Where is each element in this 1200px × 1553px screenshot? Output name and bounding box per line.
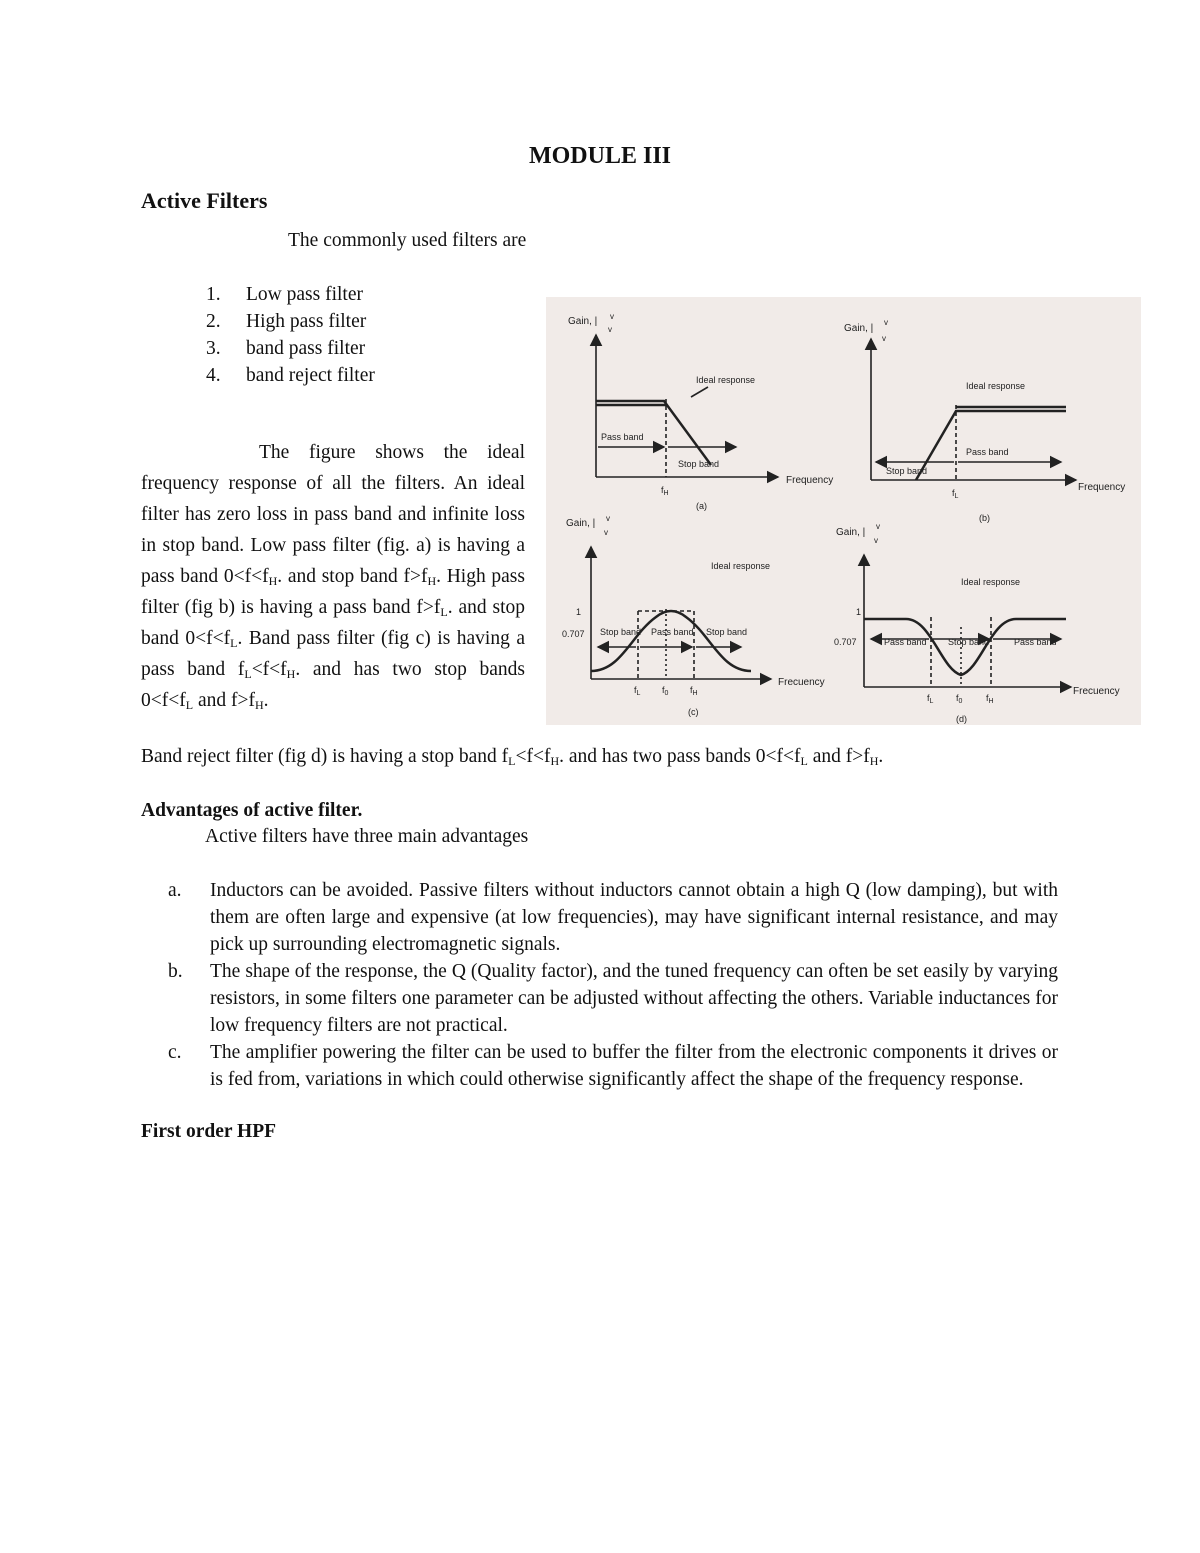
list-item: 4. band reject filter (206, 365, 375, 386)
pass-band-d2: Pass band (1014, 637, 1057, 647)
fh-label-a: $f_H$ (661, 485, 669, 497)
ideal-response-a: Ideal response (696, 375, 756, 385)
fo-label-d: $f_0$ (956, 693, 963, 705)
fl-label-d: $f_L$ (927, 693, 934, 705)
fl-label-c: $f_L$ (634, 685, 641, 697)
fl-label-b: $f_L$ (952, 488, 959, 500)
caption-a: (a) (696, 501, 707, 511)
advantages-list (168, 877, 1058, 1093)
band-reject-paragraph: Band reject filter (fig d) is having a stop band $f_L<f<f_H$. and has two pass bands $0<f<f_L$ and $f>f_H$. (141, 746, 884, 768)
gain-label-c: Gain, | (566, 518, 596, 529)
fh-label-d: $f_H$ (986, 693, 994, 705)
first-order-hpf-heading: First order HPF (141, 1121, 277, 1142)
v0707-label-d: 0.707 (834, 637, 857, 647)
fo-label-c: $f_0$ (662, 685, 669, 697)
caption-c: (c) (688, 707, 699, 717)
list-item: 2. High pass filter (206, 311, 367, 332)
filter-response-figure (546, 297, 1141, 725)
filter-response-diagram (546, 297, 1141, 725)
ideal-response-b: Ideal response (966, 381, 1026, 391)
caption-d: (d) (956, 714, 967, 724)
pass-band-d1: Pass band (884, 637, 927, 647)
svg-text:v: v (884, 318, 888, 327)
gain-label-a: Gain, | (568, 316, 598, 327)
list-item: 3. band pass filter (206, 338, 366, 359)
pass-band-b: Pass band (966, 447, 1009, 457)
filter-list (206, 281, 375, 389)
svg-text:v: v (606, 514, 610, 523)
section-title: Active Filters (141, 188, 268, 213)
pass-band-a: Pass band (601, 432, 644, 442)
svg-text:v: v (610, 312, 614, 321)
one-label-d: 1 (856, 607, 862, 617)
svg-text:v: v (874, 536, 878, 545)
caption-b: (b) (979, 513, 990, 523)
advantages-heading: Advantages of active filter. (141, 800, 363, 821)
frequency-label-c: Frecuency (778, 677, 825, 688)
one-label-c: 1 (576, 607, 582, 617)
intro-text: The commonly used filters are (288, 230, 527, 251)
stop-band-d: Stop band (948, 637, 990, 647)
list-item: c. The amplifier powering the filter can be used to buffer the filter from the electronic components it drives or is fed from, variations in which could otherwise significantly affect the shape of the frequency response. (168, 1042, 1058, 1090)
list-item: a. Inductors can be avoided. Passive filters without inductors cannot obtain a high Q (low damping), but with them are often large and expensive (at low frequencies), may have significant internal resistance, and may pick up surrounding electromagnetic signals. (168, 880, 1058, 955)
frequency-response-paragraph: The figure shows the ideal frequency response of all the filters. An ideal filter has zero loss in pass band and infinite loss in stop band. Low pass filter (fig. a) is having a pass band $0<f<f_H$. and stop band $f>f_H$. High pass filter (fig b) is having a pass band $f>f_L$. and stop band $0<f<f_L$. Band pass filter (fig c) is having a pass band $f_L<f<f_H$. and has two stop bands $0<f<f_L$ and $f>f_H$. (141, 442, 525, 712)
frequency-label-b: Frequency (1078, 482, 1126, 493)
gain-label-b: Gain, | (844, 323, 874, 334)
ideal-response-d: Ideal response (961, 577, 1021, 587)
v0707-label-c: 0.707 (562, 629, 585, 639)
svg-text:v: v (876, 522, 880, 531)
list-item: b. The shape of the response, the Q (Quality factor), and the tuned frequency can often be set easily by varying resistors, in some filters one parameter can be adjusted without affecting the others. Variable inductances for low frequency filters are not practical. (168, 961, 1058, 1036)
ideal-response-c: Ideal response (711, 561, 771, 571)
svg-text:v: v (882, 334, 886, 343)
stop-band-c2: Stop band (706, 627, 748, 637)
stop-band-c1: Stop band (600, 627, 642, 637)
advantages-intro: Active filters have three main advantages (205, 826, 529, 847)
frequency-label-a: Frequency (786, 475, 834, 486)
stop-band-b: Stop band (886, 466, 928, 476)
svg-text:v: v (608, 325, 612, 334)
fh-label-c: $f_H$ (690, 685, 698, 697)
module-title: MODULE III (528, 143, 672, 169)
svg-text:v: v (604, 528, 608, 537)
frequency-label-d: Frecuency (1073, 686, 1120, 697)
gain-label-d: Gain, | (836, 527, 866, 538)
stop-band-a: Stop band (678, 459, 720, 469)
list-item: 1. Low pass filter (206, 284, 363, 305)
pass-band-c: Pass band (651, 627, 694, 637)
